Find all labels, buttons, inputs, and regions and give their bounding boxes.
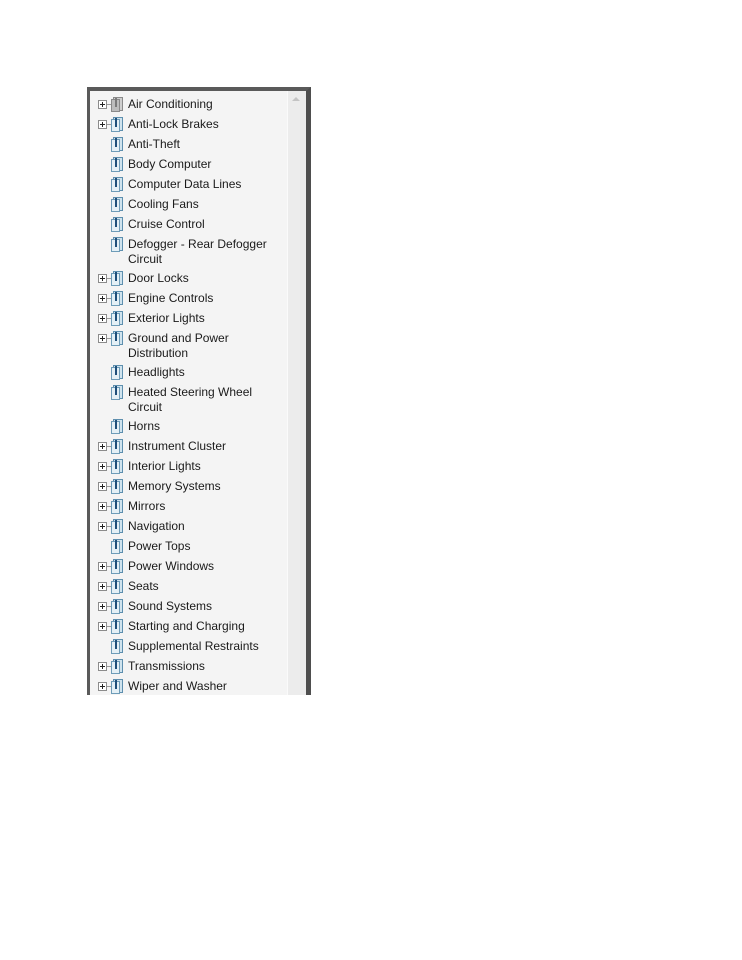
expander-slot [98, 622, 108, 632]
tree-item[interactable] [90, 235, 288, 269]
expander-slot [98, 294, 108, 304]
expand-plus-icon[interactable] [98, 482, 107, 491]
book-icon [111, 311, 122, 325]
expander-slot [98, 368, 108, 378]
tree-item-label[interactable]: Mirrors [128, 499, 166, 513]
expand-plus-icon[interactable] [98, 602, 107, 611]
expander-slot [98, 542, 108, 552]
book-icon [111, 679, 122, 693]
tree-item-label[interactable]: Navigation [128, 519, 185, 533]
scroll-up-arrow-icon[interactable] [292, 97, 300, 101]
tree-item[interactable] [90, 477, 288, 497]
expander-slot [98, 140, 108, 150]
expander-slot [98, 120, 108, 130]
tree-item[interactable] [90, 657, 288, 677]
book-icon [111, 385, 122, 399]
book-icon [111, 177, 122, 191]
tree-item[interactable] [90, 269, 288, 289]
expand-plus-icon[interactable] [98, 622, 107, 631]
expander-slot [98, 642, 108, 652]
tree-item[interactable] [90, 175, 288, 195]
book-icon [111, 117, 122, 131]
tree-item-label[interactable]: Anti-Theft [128, 137, 181, 151]
expander-slot [98, 442, 108, 452]
book-icon [111, 519, 122, 533]
book-icon [111, 439, 122, 453]
expand-plus-icon[interactable] [98, 682, 107, 691]
tree-item[interactable] [90, 195, 288, 215]
tree-item-label[interactable]: Transmissions [128, 659, 205, 673]
tree-item-label[interactable]: Horns [128, 419, 161, 433]
tree-item[interactable] [90, 597, 288, 617]
expand-plus-icon[interactable] [98, 502, 107, 511]
book-icon [111, 237, 122, 251]
tree-item[interactable] [90, 115, 288, 135]
tree-item-label[interactable]: Air Conditioning [128, 97, 213, 111]
expander-slot [98, 662, 108, 672]
book-icon [111, 365, 122, 379]
tree-item[interactable] [90, 95, 288, 115]
tree-item[interactable] [90, 617, 288, 637]
tree-item-label[interactable]: Starting and Charging [128, 619, 245, 633]
book-icon [111, 639, 122, 653]
book-icon [111, 619, 122, 633]
book-icon [111, 539, 122, 553]
tree-item-label[interactable]: Sound Systems [128, 599, 213, 613]
expand-plus-icon[interactable] [98, 314, 107, 323]
book-gray-icon [111, 97, 122, 111]
expander-slot [98, 180, 108, 190]
book-icon [111, 579, 122, 593]
expander-slot [98, 562, 108, 572]
tree-item-label[interactable]: Headlights [128, 365, 185, 379]
tree-item[interactable] [90, 383, 288, 417]
tree-item[interactable] [90, 417, 288, 437]
tree-item-label[interactable]: Supplemental Restraints [128, 639, 259, 653]
tree-item-label[interactable]: Instrument Cluster [128, 439, 227, 453]
expander-slot [98, 334, 108, 344]
expander-slot [98, 220, 108, 230]
tree-panel [87, 87, 311, 695]
book-icon [111, 291, 122, 305]
expander-slot [98, 682, 108, 692]
expander-slot [98, 422, 108, 432]
tree-item[interactable] [90, 577, 288, 597]
tree-item-label[interactable]: Ground and Power Distribution [128, 331, 229, 360]
tree-item[interactable] [90, 537, 288, 557]
book-icon [111, 479, 122, 493]
expand-plus-icon[interactable] [98, 294, 107, 303]
book-icon [111, 197, 122, 211]
tree-item-label[interactable]: Power Windows [128, 559, 215, 573]
expand-plus-icon[interactable] [98, 274, 107, 283]
topic-tree [90, 95, 288, 695]
expander-slot [98, 602, 108, 612]
book-icon [111, 459, 122, 473]
tree-item-label[interactable]: Cruise Control [128, 217, 205, 231]
expand-plus-icon[interactable] [98, 120, 107, 129]
tree-item-label[interactable]: Exterior Lights [128, 311, 205, 325]
expand-plus-icon[interactable] [98, 462, 107, 471]
book-icon [111, 419, 122, 433]
tree-item[interactable] [90, 497, 288, 517]
tree-item[interactable] [90, 517, 288, 537]
tree-item-label[interactable]: Seats [128, 579, 159, 593]
book-icon [111, 559, 122, 573]
expand-plus-icon[interactable] [98, 442, 107, 451]
book-icon [111, 217, 122, 231]
expander-slot [98, 100, 108, 110]
book-icon [111, 599, 122, 613]
tree-item-label[interactable]: Engine Controls [128, 291, 214, 305]
expander-slot [98, 502, 108, 512]
expand-plus-icon[interactable] [98, 662, 107, 671]
tree-item-label[interactable]: Wiper and Washer [128, 679, 227, 693]
book-icon [111, 499, 122, 513]
tree-item[interactable] [90, 637, 288, 657]
expander-slot [98, 200, 108, 210]
tree-item-label[interactable]: Body Computer [128, 157, 212, 171]
expander-slot [98, 388, 108, 398]
tree-item[interactable] [90, 677, 288, 695]
tree-item-label[interactable]: Memory Systems [128, 479, 221, 493]
tree-item[interactable] [90, 215, 288, 235]
tree-item-label[interactable]: Heated Steering Wheel Circuit [128, 385, 253, 414]
expander-slot [98, 522, 108, 532]
tree-item-label[interactable]: Cooling Fans [128, 197, 199, 211]
book-icon [111, 659, 122, 673]
tree-item[interactable] [90, 155, 288, 175]
expand-plus-icon[interactable] [98, 334, 107, 343]
expander-slot [98, 482, 108, 492]
expander-slot [98, 160, 108, 170]
expand-plus-icon[interactable] [98, 522, 107, 531]
tree-item-label[interactable]: Interior Lights [128, 459, 201, 473]
expander-slot [98, 240, 108, 250]
tree-item[interactable] [90, 437, 288, 457]
expander-slot [98, 462, 108, 472]
expand-plus-icon[interactable] [98, 562, 107, 571]
book-icon [111, 137, 122, 151]
tree-item[interactable] [90, 557, 288, 577]
tree-item[interactable] [90, 289, 288, 309]
tree-item-label[interactable]: Computer Data Lines [128, 177, 242, 191]
tree-item-label[interactable]: Power Tops [128, 539, 191, 553]
tree-item[interactable] [90, 309, 288, 329]
expander-slot [98, 274, 108, 284]
tree-item[interactable] [90, 135, 288, 155]
tree-item-label[interactable]: Door Locks [128, 271, 189, 285]
tree-item[interactable] [90, 363, 288, 383]
expander-slot [98, 314, 108, 324]
vertical-scrollbar[interactable] [287, 91, 306, 695]
book-icon [111, 157, 122, 171]
tree-item-label[interactable]: Anti-Lock Brakes [128, 117, 219, 131]
expand-plus-icon[interactable] [98, 582, 107, 591]
expand-plus-icon[interactable] [98, 100, 107, 109]
tree-item-label[interactable]: Defogger - Rear Defogger Circuit [128, 237, 267, 266]
book-icon [111, 271, 122, 285]
book-icon [111, 331, 122, 345]
expander-slot [98, 582, 108, 592]
tree-item[interactable] [90, 457, 288, 477]
tree-item[interactable] [90, 329, 288, 363]
